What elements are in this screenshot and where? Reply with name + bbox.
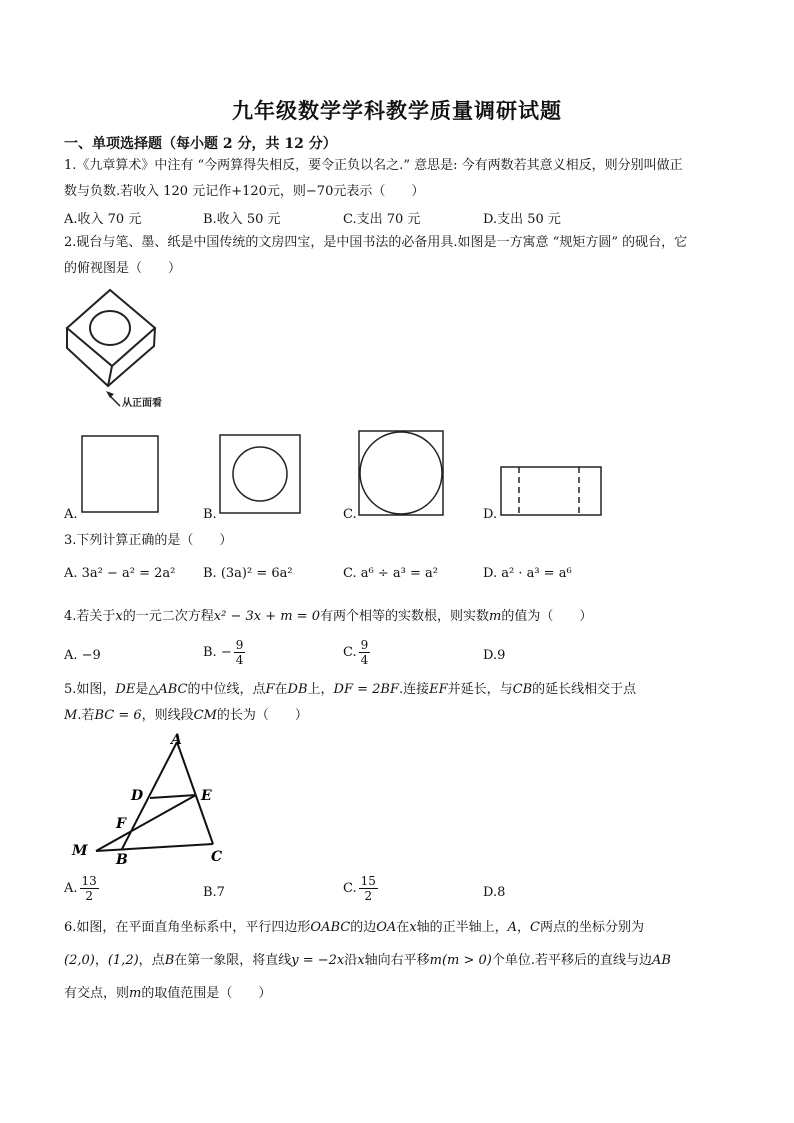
q3-option-d: D. a² · a³ = a⁶ <box>483 566 572 581</box>
q2-option-a-figure <box>76 432 162 516</box>
q1-option-a: A.收入 70 元 <box>64 212 142 227</box>
q2-option-a-label: A. <box>64 507 78 522</box>
q5-option-a: A. $\frac{13}{2}$ <box>64 874 97 903</box>
q2-option-d-figure <box>497 463 607 519</box>
q1-option-d: D.支出 50 元 <box>483 212 561 227</box>
q2-option-c-figure <box>355 428 447 518</box>
vertex-label-c: C <box>211 849 223 865</box>
q2-option-c-label: C. <box>343 507 357 522</box>
question-1-line-1: 1.《九章算术》中注有 “今两算得失相反，要令正负以名之.” 意思是: 今有两数若其意义相反，则分别叫做正 <box>64 158 683 173</box>
question-2-line-2: 的俯视图是（ ） <box>64 261 182 276</box>
q1-option-b: B.收入 50 元 <box>203 212 281 227</box>
q1-option-c: C.支出 70 元 <box>343 212 421 227</box>
q4-option-a: A. −9 <box>64 648 101 663</box>
q5-option-d: D.8 <box>483 885 506 900</box>
q2-option-b-figure <box>215 432 305 516</box>
question-3-stem: 3.下列计算正确的是（ ） <box>64 533 233 548</box>
vertex-label-m: M <box>72 843 88 859</box>
vertex-label-d: D <box>131 788 144 804</box>
question-5-line-2: M.若BC = 6，则线段CM的长为（ ） <box>64 708 308 723</box>
question-6-line-1: 6.如图，在平面直角坐标系中，平行四边形OABC的边OA在x轴的正半轴上，A，C两点的坐标分别为 <box>64 920 645 935</box>
triangle-figure <box>66 728 236 868</box>
question-6-line-2: (2,0)，(1,2)，点B在第一象限，将直线y = −2x沿x轴向右平移m(m > 0)个单位.若平移后的直线与边AB <box>64 953 671 968</box>
section-heading: 一、单项选择题（每小题 2 分，共 12 分） <box>64 136 337 152</box>
vertex-label-b: B <box>116 852 128 868</box>
q4-option-d: D.9 <box>483 648 506 663</box>
vertex-label-a: A <box>171 732 182 748</box>
vertex-label-e: E <box>201 788 212 804</box>
inkstone-3d-figure <box>60 285 200 410</box>
question-5-line-1: 5.如图，DE是△ABC的中位线，点F在DB上，DF = 2BF.连接EF并延长，与CB的延长线相交于点 <box>64 682 637 697</box>
q2-option-b-label: B. <box>203 507 217 522</box>
q3-option-b: B. (3a)² = 6a² <box>203 566 293 581</box>
q4-option-c: C. $\frac{9}{4}$ <box>343 638 369 667</box>
question-2-line-1: 2.砚台与笔、墨、纸是中国传统的文房四宝，是中国书法的必备用具.如图是一方寓意 “规矩方圆” 的砚台，它 <box>64 235 688 250</box>
q3-option-a: A. 3a² − a² = 2a² <box>64 566 176 581</box>
view-direction-label: 从正面看 <box>122 398 162 409</box>
q3-option-c: C. a⁶ ÷ a³ = a² <box>343 566 438 581</box>
vertex-label-f: F <box>116 816 126 832</box>
question-6-line-3: 有交点，则m的取值范围是（ ） <box>64 986 272 1001</box>
q5-option-c: C. $\frac{15}{2}$ <box>343 874 376 903</box>
question-4-stem: 4.若关于x的一元二次方程x² − 3x + m = 0有两个相等的实数根，则实数m的值为（ ） <box>64 609 593 624</box>
page-title: 九年级数学学科教学质量调研试题 <box>232 98 562 123</box>
question-1-line-2: 数与负数.若收入 120 元记作+120元，则−70元表示（ ） <box>64 184 425 199</box>
q4-option-b: B. − $\frac{9}{4}$ <box>203 638 244 667</box>
q5-option-b: B.7 <box>203 885 225 900</box>
q2-option-d-label: D. <box>483 507 498 522</box>
